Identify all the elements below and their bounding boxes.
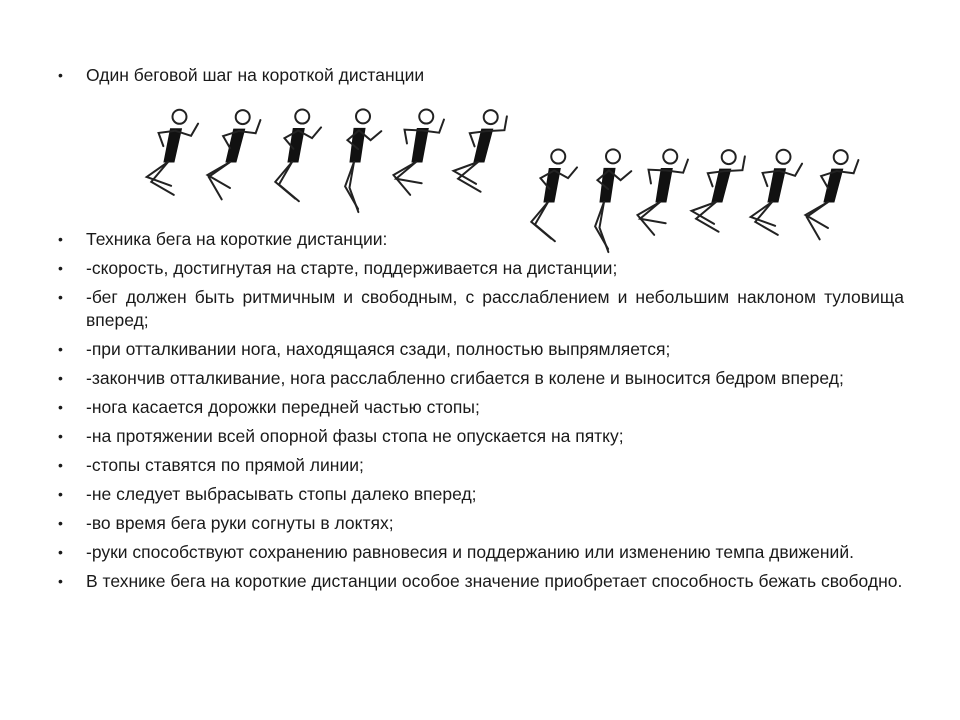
top-row-runner-0 [147,110,198,195]
bullet-dot-icon: • [58,428,63,444]
bullet-text: -не следует выбрасывать стопы далеко вперед; [86,484,477,504]
bullet-text: -при отталкивании нога, находящаяся сзади, полностью выпрямляется; [86,339,671,359]
technique-bullet-list [58,228,904,599]
bullet-dot-icon: • [58,341,63,357]
bullet-dot-icon: • [58,486,63,502]
top-row-runner-3 [345,109,381,212]
bottom-row-runner-3 [692,150,745,232]
bullet-text: -во время бега руки согнуты в локтях; [86,513,394,533]
top-row-runner-2 [275,110,321,202]
bullet-item [58,338,904,361]
top-row-runner-5 [454,110,507,192]
bullet-dot-icon: • [58,457,63,473]
bullet-text: -бег должен быть ритмичным и свободным, с расслаблением и небольшим наклоном туловища вперед; [86,287,904,330]
top-row-runner-4 [393,110,443,195]
bullet-dot-icon: • [58,573,63,589]
top-row-runner-1 [207,110,260,199]
bullet-dot-icon: • [58,370,63,386]
bullet-text: -скорость, достигнутая на старте, поддерживается на дистанции; [86,258,618,278]
bullet-item [58,396,904,419]
heading-list [58,64,904,93]
bullet-item [58,425,904,448]
bullet-dot-icon: • [58,67,63,83]
heading-bullet-text: Один беговой шаг на короткой дистанции [86,65,425,85]
bullet-text: -стопы ставятся по прямой линии; [86,455,364,475]
bullet-item [58,454,904,477]
bullet-text: -закончив отталкивание, нога расслабленно сгибается в колене и выносится бедром вперед; [86,368,844,388]
bullet-dot-icon: • [58,515,63,531]
bullet-item [58,483,904,506]
bottom-row-runner-2 [637,150,687,235]
bullet-text: -на протяжении всей опорной фазы стопа не опускается на пятку; [86,426,624,446]
bullet-item [58,257,904,280]
bullet-dot-icon: • [58,231,63,247]
bullet-item [58,541,904,564]
bullet-text: Техника бега на короткие дистанции: [86,229,388,249]
bullet-dot-icon: • [58,544,63,560]
bullet-item [58,228,904,251]
bullet-text: В технике бега на короткие дистанции особое значение приобретает способность бежать свободно. [86,571,903,591]
bullet-dot-icon: • [58,399,63,415]
bullet-text: -нога касается дорожки передней частью стопы; [86,397,480,417]
bullet-dot-icon: • [58,260,63,276]
bullet-item [58,286,904,332]
bullet-dot-icon: • [58,289,63,305]
bottom-row-runner-4 [751,150,802,235]
heading-bullet [58,64,904,87]
bullet-item [58,570,904,593]
bullet-text: -руки способствуют сохранению равновесия и поддержанию или изменению темпа движений. [86,542,854,562]
bottom-row-runner-5 [805,150,858,239]
bullet-item [58,512,904,535]
bullet-item [58,367,904,390]
